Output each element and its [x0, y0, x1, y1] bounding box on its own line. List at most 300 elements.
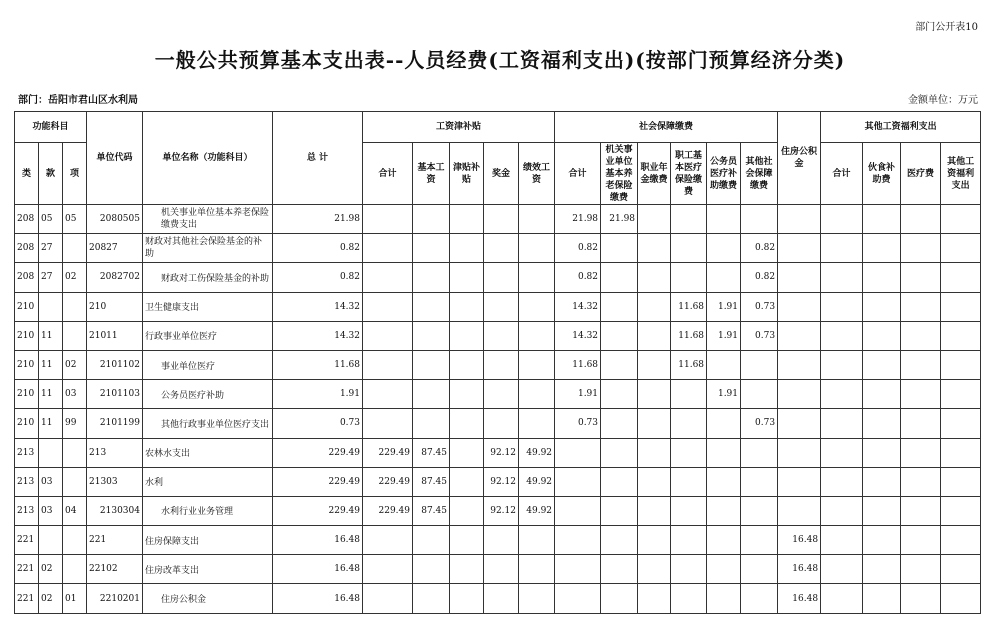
- cell-social: [638, 584, 671, 613]
- cell-wage: [519, 409, 555, 438]
- cell-social: 0.73: [741, 409, 778, 438]
- header-lei: 类: [15, 143, 39, 205]
- cell-wage: 92.12: [484, 438, 519, 467]
- cell-wage: [484, 380, 519, 409]
- cell-social: [638, 438, 671, 467]
- cell-wage: [484, 205, 519, 234]
- cell-total: 14.32: [273, 292, 363, 321]
- cell-total: 229.49: [273, 438, 363, 467]
- cell-social: [555, 584, 601, 613]
- cell-total: 0.73: [273, 409, 363, 438]
- cell-social: [741, 350, 778, 379]
- cell-social: [601, 292, 638, 321]
- cell-other: [863, 438, 901, 467]
- cell-social: 21.98: [601, 205, 638, 234]
- table-row: [15, 263, 981, 292]
- cell-wage: [413, 263, 450, 292]
- cell-wage: [363, 555, 413, 584]
- cell-wage: [450, 205, 484, 234]
- cell-wage: [450, 321, 484, 350]
- cell-kuan: [39, 292, 63, 321]
- cell-social: [638, 263, 671, 292]
- cell-other: [821, 496, 863, 525]
- cell-housing-fund: [778, 409, 821, 438]
- cell-other: [901, 321, 941, 350]
- cell-wage: [450, 292, 484, 321]
- cell-social: [741, 205, 778, 234]
- cell-kuan: 11: [39, 380, 63, 409]
- header-social-col: 机关事业单位基本养老保险缴费: [601, 143, 638, 205]
- cell-housing-fund: [778, 263, 821, 292]
- cell-housing-fund: [778, 292, 821, 321]
- cell-other: [821, 292, 863, 321]
- header-kuan: 款: [39, 143, 63, 205]
- cell-wage: [450, 263, 484, 292]
- cell-other: [821, 526, 863, 555]
- cell-wage: 87.45: [413, 467, 450, 496]
- cell-wage: [519, 292, 555, 321]
- cell-social: 0.73: [741, 292, 778, 321]
- cell-wage: [363, 526, 413, 555]
- cell-unit-code: 21011: [87, 321, 143, 350]
- cell-other: [821, 205, 863, 234]
- cell-other: [901, 263, 941, 292]
- cell-wage: 87.45: [413, 496, 450, 525]
- table-row: [15, 438, 981, 467]
- cell-social: [671, 205, 707, 234]
- cell-other: [863, 496, 901, 525]
- cell-wage: 229.49: [363, 496, 413, 525]
- cell-wage: [519, 263, 555, 292]
- cell-social: 14.32: [555, 321, 601, 350]
- cell-social: 11.68: [555, 350, 601, 379]
- cell-wage: [484, 234, 519, 263]
- cell-wage: [363, 409, 413, 438]
- cell-wage: [450, 380, 484, 409]
- header-func-subject: 功能科目: [15, 112, 87, 143]
- cell-social: [601, 496, 638, 525]
- cell-unit-code: 213: [87, 438, 143, 467]
- cell-wage: [450, 526, 484, 555]
- cell-wage: [363, 350, 413, 379]
- cell-social: 1.91: [555, 380, 601, 409]
- cell-unit-name: 卫生健康支出: [143, 292, 273, 321]
- cell-wage: [484, 409, 519, 438]
- cell-other: [941, 205, 981, 234]
- cell-social: [741, 555, 778, 584]
- cell-kuan: 05: [39, 205, 63, 234]
- cell-unit-name: 行政事业单位医疗: [143, 321, 273, 350]
- cell-total: 0.82: [273, 234, 363, 263]
- cell-total: 16.48: [273, 584, 363, 613]
- cell-housing-fund: [778, 496, 821, 525]
- cell-unit-name: 其他行政事业单位医疗支出: [143, 409, 273, 438]
- cell-other: [863, 234, 901, 263]
- cell-housing-fund: [778, 380, 821, 409]
- cell-wage: 49.92: [519, 438, 555, 467]
- cell-wage: [363, 205, 413, 234]
- cell-other: [941, 350, 981, 379]
- table-row: [15, 467, 981, 496]
- cell-wage: [484, 263, 519, 292]
- cell-wage: [519, 205, 555, 234]
- cell-wage: [519, 584, 555, 613]
- cell-total: 16.48: [273, 555, 363, 584]
- cell-social: [707, 205, 741, 234]
- cell-kuan: 27: [39, 263, 63, 292]
- cell-other: [901, 234, 941, 263]
- cell-social: [671, 409, 707, 438]
- cell-wage: [484, 292, 519, 321]
- cell-wage: 92.12: [484, 496, 519, 525]
- cell-lei: 213: [15, 438, 39, 467]
- cell-xiang: 05: [63, 205, 87, 234]
- table-row: [15, 380, 981, 409]
- header-other-col: 伙食补助费: [863, 143, 901, 205]
- cell-total: 16.48: [273, 526, 363, 555]
- cell-social: [741, 438, 778, 467]
- cell-lei: 210: [15, 409, 39, 438]
- cell-other: [901, 350, 941, 379]
- cell-social: 0.73: [555, 409, 601, 438]
- cell-wage: [484, 584, 519, 613]
- cell-other: [941, 380, 981, 409]
- cell-wage: [413, 350, 450, 379]
- cell-xiang: 01: [63, 584, 87, 613]
- cell-wage: [450, 555, 484, 584]
- cell-other: [863, 350, 901, 379]
- cell-kuan: 03: [39, 467, 63, 496]
- cell-xiang: [63, 234, 87, 263]
- cell-other: [901, 555, 941, 584]
- cell-other: [941, 496, 981, 525]
- cell-wage: [450, 350, 484, 379]
- cell-wage: [413, 234, 450, 263]
- table-row: [15, 409, 981, 438]
- cell-other: [901, 380, 941, 409]
- cell-social: [601, 555, 638, 584]
- cell-housing-fund: 16.48: [778, 526, 821, 555]
- cell-social: [638, 526, 671, 555]
- cell-other: [941, 234, 981, 263]
- cell-wage: [413, 526, 450, 555]
- cell-social: [638, 555, 671, 584]
- cell-other: [821, 321, 863, 350]
- cell-social: [671, 584, 707, 613]
- header-other-col: 合计: [821, 143, 863, 205]
- cell-total: 1.91: [273, 380, 363, 409]
- cell-other: [821, 380, 863, 409]
- table-row: [15, 205, 981, 234]
- cell-social: [707, 350, 741, 379]
- cell-unit-code: 2130304: [87, 496, 143, 525]
- cell-other: [941, 584, 981, 613]
- cell-xiang: 04: [63, 496, 87, 525]
- cell-kuan: 27: [39, 234, 63, 263]
- cell-unit-name: 事业单位医疗: [143, 350, 273, 379]
- header-wage-col: 奖金: [484, 143, 519, 205]
- cell-wage: [484, 350, 519, 379]
- cell-unit-name: 水利行业业务管理: [143, 496, 273, 525]
- cell-kuan: 02: [39, 584, 63, 613]
- cell-social: 11.68: [671, 350, 707, 379]
- cell-other: [901, 496, 941, 525]
- cell-social: [671, 496, 707, 525]
- cell-lei: 210: [15, 380, 39, 409]
- cell-lei: 221: [15, 584, 39, 613]
- cell-other: [901, 467, 941, 496]
- cell-social: [707, 438, 741, 467]
- cell-xiang: 99: [63, 409, 87, 438]
- cell-unit-code: 210: [87, 292, 143, 321]
- cell-wage: [450, 438, 484, 467]
- cell-wage: [519, 350, 555, 379]
- cell-social: [638, 321, 671, 350]
- cell-social: [601, 321, 638, 350]
- table-row: [15, 555, 981, 584]
- department-label: 部门：岳阳市君山区水利局: [18, 95, 138, 106]
- cell-xiang: [63, 555, 87, 584]
- header-xiang: 项: [63, 143, 87, 205]
- cell-other: [863, 409, 901, 438]
- cell-social: [555, 555, 601, 584]
- cell-unit-name: 机关事业单位基本养老保险缴费支出: [143, 205, 273, 234]
- cell-other: [821, 409, 863, 438]
- cell-social: [707, 496, 741, 525]
- cell-social: 0.82: [555, 263, 601, 292]
- cell-wage: [519, 555, 555, 584]
- cell-kuan: [39, 526, 63, 555]
- cell-social: [638, 467, 671, 496]
- header-wage-col: 津贴补贴: [450, 143, 484, 205]
- cell-unit-name: 水利: [143, 467, 273, 496]
- cell-other: [941, 438, 981, 467]
- cell-social: [601, 526, 638, 555]
- cell-social: 14.32: [555, 292, 601, 321]
- cell-social: [638, 409, 671, 438]
- header-social-col: 合计: [555, 143, 601, 205]
- cell-wage: [450, 496, 484, 525]
- table-row: [15, 321, 981, 350]
- cell-social: [707, 555, 741, 584]
- cell-social: [601, 263, 638, 292]
- cell-wage: [413, 205, 450, 234]
- cell-housing-fund: 16.48: [778, 555, 821, 584]
- cell-wage: [519, 526, 555, 555]
- header-social-col: 职业年金缴费: [638, 143, 671, 205]
- cell-social: [555, 526, 601, 555]
- cell-wage: [519, 321, 555, 350]
- cell-unit-code: 2082702: [87, 263, 143, 292]
- cell-unit-name: 住房公积金: [143, 584, 273, 613]
- cell-social: [707, 409, 741, 438]
- cell-kuan: [39, 438, 63, 467]
- cell-xiang: [63, 321, 87, 350]
- cell-other: [901, 292, 941, 321]
- cell-other: [901, 584, 941, 613]
- cell-wage: [413, 555, 450, 584]
- cell-wage: [413, 409, 450, 438]
- cell-wage: 49.92: [519, 496, 555, 525]
- table-row: [15, 496, 981, 525]
- cell-social: [707, 584, 741, 613]
- amount-unit-label: 金额单位：万元: [908, 95, 978, 106]
- cell-lei: 221: [15, 555, 39, 584]
- cell-social: [555, 438, 601, 467]
- cell-unit-code: 2080505: [87, 205, 143, 234]
- cell-total: 11.68: [273, 350, 363, 379]
- header-housing-fund: 住房公积金: [778, 112, 821, 205]
- cell-housing-fund: 16.48: [778, 584, 821, 613]
- cell-social: [741, 467, 778, 496]
- cell-social: 0.82: [741, 234, 778, 263]
- cell-lei: 213: [15, 496, 39, 525]
- cell-social: [638, 380, 671, 409]
- cell-total: 0.82: [273, 263, 363, 292]
- cell-housing-fund: [778, 321, 821, 350]
- cell-social: 0.82: [741, 263, 778, 292]
- cell-social: [671, 555, 707, 584]
- cell-unit-name: 公务员医疗补助: [143, 380, 273, 409]
- cell-unit-code: 2101199: [87, 409, 143, 438]
- cell-other: [821, 234, 863, 263]
- cell-xiang: 02: [63, 263, 87, 292]
- cell-social: [707, 467, 741, 496]
- cell-wage: [450, 584, 484, 613]
- cell-social: [741, 584, 778, 613]
- cell-other: [863, 467, 901, 496]
- cell-social: [638, 234, 671, 263]
- cell-kuan: 11: [39, 350, 63, 379]
- cell-lei: 213: [15, 467, 39, 496]
- cell-other: [863, 555, 901, 584]
- cell-wage: 92.12: [484, 467, 519, 496]
- cell-social: [601, 234, 638, 263]
- cell-wage: [450, 409, 484, 438]
- cell-xiang: [63, 526, 87, 555]
- cell-social: [555, 467, 601, 496]
- cell-other: [941, 409, 981, 438]
- cell-other: [901, 409, 941, 438]
- cell-kuan: 11: [39, 321, 63, 350]
- header-wage-group: 工资津补贴: [363, 112, 555, 143]
- cell-other: [821, 350, 863, 379]
- cell-social: [601, 380, 638, 409]
- table-row: [15, 584, 981, 613]
- cell-total: 229.49: [273, 496, 363, 525]
- cell-social: 21.98: [555, 205, 601, 234]
- cell-social: [707, 526, 741, 555]
- cell-social: [555, 496, 601, 525]
- table-row: [15, 350, 981, 379]
- cell-wage: [450, 234, 484, 263]
- cell-lei: 208: [15, 263, 39, 292]
- cell-social: [671, 234, 707, 263]
- cell-social: [707, 234, 741, 263]
- cell-other: [941, 321, 981, 350]
- cell-social: 11.68: [671, 321, 707, 350]
- cell-housing-fund: [778, 350, 821, 379]
- cell-other: [821, 467, 863, 496]
- header-unit-name: 单位名称（功能科目）: [143, 112, 273, 205]
- header-social-group: 社会保障缴费: [555, 112, 778, 143]
- cell-other: [941, 263, 981, 292]
- header-social-col: 职工基本医疗保险缴费: [671, 143, 707, 205]
- cell-other: [863, 263, 901, 292]
- cell-other: [941, 526, 981, 555]
- cell-unit-code: 2101103: [87, 380, 143, 409]
- cell-social: [671, 380, 707, 409]
- table-row: [15, 234, 981, 263]
- cell-unit-code: 22102: [87, 555, 143, 584]
- cell-wage: [484, 526, 519, 555]
- cell-social: [707, 263, 741, 292]
- cell-wage: [413, 380, 450, 409]
- cell-wage: [363, 584, 413, 613]
- cell-housing-fund: [778, 438, 821, 467]
- cell-unit-code: 20827: [87, 234, 143, 263]
- cell-other: [901, 205, 941, 234]
- cell-wage: 229.49: [363, 438, 413, 467]
- cell-wage: [363, 292, 413, 321]
- cell-total: 229.49: [273, 467, 363, 496]
- cell-social: [601, 350, 638, 379]
- cell-wage: [519, 380, 555, 409]
- header-other-col: 其他工资福利支出: [941, 143, 981, 205]
- cell-social: [741, 496, 778, 525]
- cell-social: [741, 526, 778, 555]
- cell-social: [601, 438, 638, 467]
- cell-xiang: [63, 438, 87, 467]
- header-other-col: 医疗费: [901, 143, 941, 205]
- cell-other: [941, 467, 981, 496]
- cell-unit-name: 财政对工伤保险基金的补助: [143, 263, 273, 292]
- cell-social: [638, 292, 671, 321]
- cell-social: 1.91: [707, 380, 741, 409]
- cell-lei: 210: [15, 321, 39, 350]
- cell-other: [863, 584, 901, 613]
- cell-wage: 229.49: [363, 467, 413, 496]
- cell-wage: [519, 234, 555, 263]
- cell-housing-fund: [778, 205, 821, 234]
- cell-social: [671, 438, 707, 467]
- header-wage-col: 绩效工资: [519, 143, 555, 205]
- cell-xiang: [63, 292, 87, 321]
- header-social-col: 公务员医疗补助缴费: [707, 143, 741, 205]
- header-wage-col: 基本工资: [413, 143, 450, 205]
- cell-unit-name: 农林水支出: [143, 438, 273, 467]
- cell-wage: [413, 584, 450, 613]
- header-wage-col: 合计: [363, 143, 413, 205]
- cell-wage: 87.45: [413, 438, 450, 467]
- cell-other: [821, 555, 863, 584]
- cell-social: 0.82: [555, 234, 601, 263]
- cell-other: [941, 555, 981, 584]
- cell-unit-code: 21303: [87, 467, 143, 496]
- cell-lei: 208: [15, 234, 39, 263]
- cell-social: 1.91: [707, 321, 741, 350]
- page-title: 一般公共预算基本支出表--人员经费(工资福利支出)(按部门预算经济分类): [154, 48, 846, 72]
- cell-kuan: 11: [39, 409, 63, 438]
- cell-social: [671, 526, 707, 555]
- cell-wage: [484, 555, 519, 584]
- cell-total: 14.32: [273, 321, 363, 350]
- cell-lei: 210: [15, 350, 39, 379]
- header-social-col: 其他社会保障缴费: [741, 143, 778, 205]
- header-other-group: 其他工资福利支出: [821, 112, 981, 143]
- cell-wage: [363, 263, 413, 292]
- cell-wage: 49.92: [519, 467, 555, 496]
